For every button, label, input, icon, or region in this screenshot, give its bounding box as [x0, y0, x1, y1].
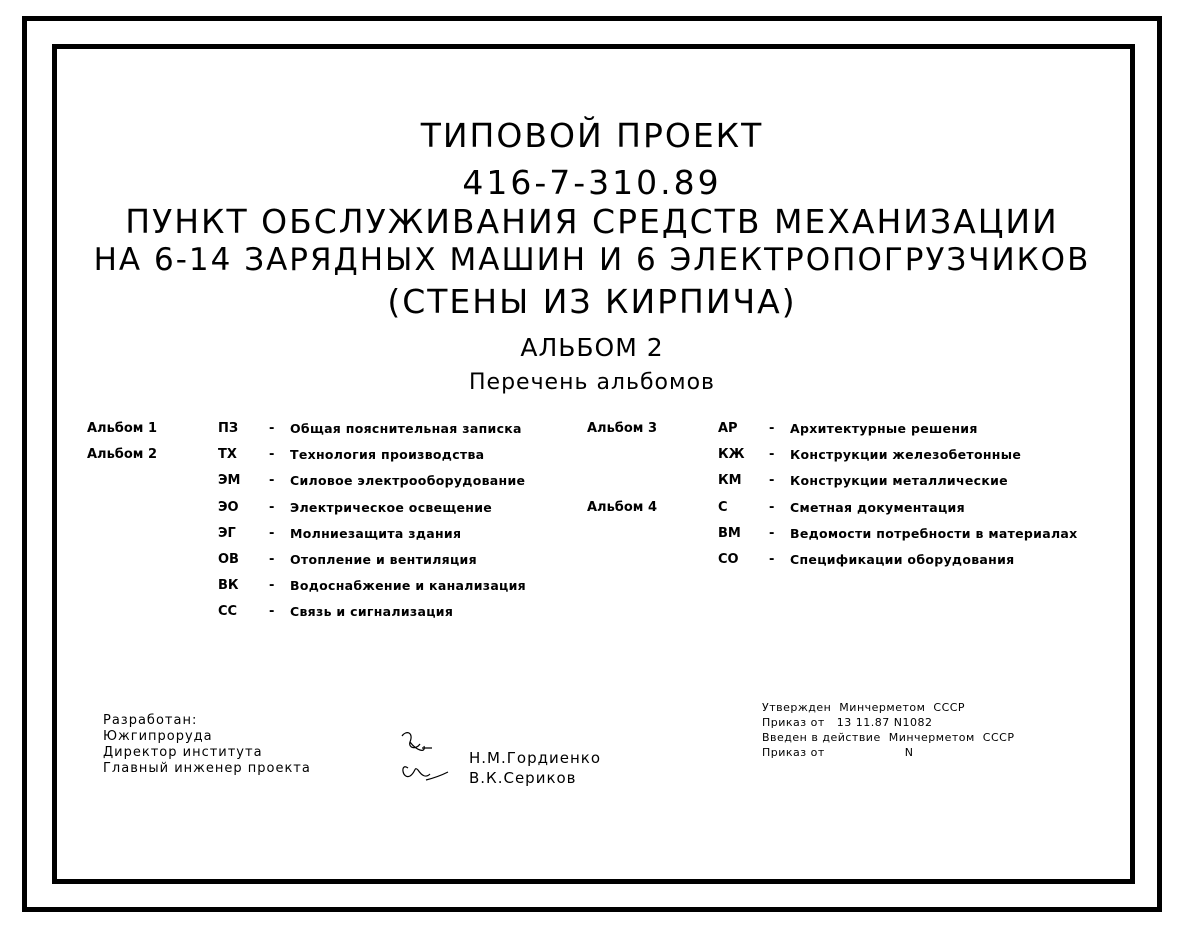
signatures [396, 728, 456, 794]
album-list-heading: Перечень альбомов [468, 370, 715, 395]
section-code: СС [218, 604, 238, 619]
dash: - [769, 526, 775, 541]
section-desc: Конструкции металлические [790, 473, 1008, 488]
section-desc: Конструкции железобетонные [790, 447, 1022, 462]
developer-org: Южгипроруда [103, 729, 213, 744]
section-code: ВМ [718, 526, 741, 541]
album-label: Альбом 4 [587, 500, 658, 515]
developer-block [103, 713, 311, 777]
dash: - [269, 604, 275, 619]
section-code: ОВ [218, 552, 239, 567]
dash: - [269, 578, 275, 593]
dash: - [269, 473, 275, 488]
chief-engineer-role: Главный инженер проекта [103, 761, 311, 776]
approval-line3: Введен в действие Минчерметом СССР [762, 731, 1015, 744]
section-code: С [718, 500, 728, 515]
section-desc: Молниезащита здания [290, 526, 462, 541]
album-label: Альбом 3 [587, 421, 658, 436]
dash: - [769, 500, 775, 515]
developer-label: Разработан: [103, 713, 198, 728]
section-desc: Спецификации оборудования [790, 552, 1015, 567]
dash: - [769, 447, 775, 462]
director-role: Директор института [103, 745, 263, 760]
section-desc: Электрическое освещение [290, 500, 493, 515]
project-name-line2: НА 6-14 ЗАРЯДНЫХ МАШИН И 6 ЭЛЕКТРОПОГРУЗЧИКОВ [93, 242, 1091, 278]
dash: - [769, 421, 775, 436]
section-code: ПЗ [218, 421, 239, 436]
dash: - [269, 552, 275, 567]
doc-type-title: ТИПОВОЙ ПРОЕКТ [420, 116, 764, 155]
signatory-names [469, 748, 601, 788]
section-desc: Архитектурные решения [790, 421, 978, 436]
dash: - [769, 552, 775, 567]
section-code: СО [718, 552, 739, 567]
section-code: ЭГ [218, 526, 236, 541]
section-code: ТХ [218, 447, 237, 462]
dash: - [269, 526, 275, 541]
section-code: КМ [718, 473, 742, 488]
dash: - [769, 473, 775, 488]
approval-line1: Утвержден Минчерметом СССР [762, 701, 966, 714]
album-label: Альбом 1 [87, 421, 158, 436]
album-label: Альбом 2 [87, 447, 158, 462]
chief-engineer-name: В.К.Сериков [469, 769, 577, 787]
approval-line2: Приказ от 13 11.87 N1082 [762, 716, 933, 729]
project-name-line1: ПУНКТ ОБСЛУЖИВАНИЯ СРЕДСТВ МЕХАНИЗАЦИИ [125, 202, 1059, 241]
project-number: 416-7-310.89 [462, 163, 722, 202]
project-name-line3: (СТЕНЫ ИЗ КИРПИЧА) [387, 282, 797, 321]
dash: - [269, 500, 275, 515]
album-number: АЛЬБОМ 2 [520, 333, 664, 362]
section-code: ЭО [218, 500, 239, 515]
approval-block [762, 700, 1014, 760]
section-desc: Отопление и вентиляция [290, 552, 477, 567]
section-desc: Ведомости потребности в материалах [790, 526, 1078, 541]
section-desc: Общая пояснительная записка [290, 421, 522, 436]
section-code: ВК [218, 578, 239, 593]
approval-line4: Приказ от N [762, 746, 914, 759]
dash: - [269, 421, 275, 436]
section-desc: Технология производства [290, 447, 485, 462]
section-desc: Сметная документация [790, 500, 965, 515]
director-name: Н.М.Гордиенко [469, 749, 601, 767]
section-code: АР [718, 421, 738, 436]
section-desc: Силовое электрооборудование [290, 473, 526, 488]
section-desc: Водоснабжение и канализация [290, 578, 527, 593]
dash: - [269, 447, 275, 462]
section-desc: Связь и сигнализация [290, 604, 454, 619]
section-code: КЖ [718, 447, 745, 462]
section-code: ЭМ [218, 473, 241, 488]
